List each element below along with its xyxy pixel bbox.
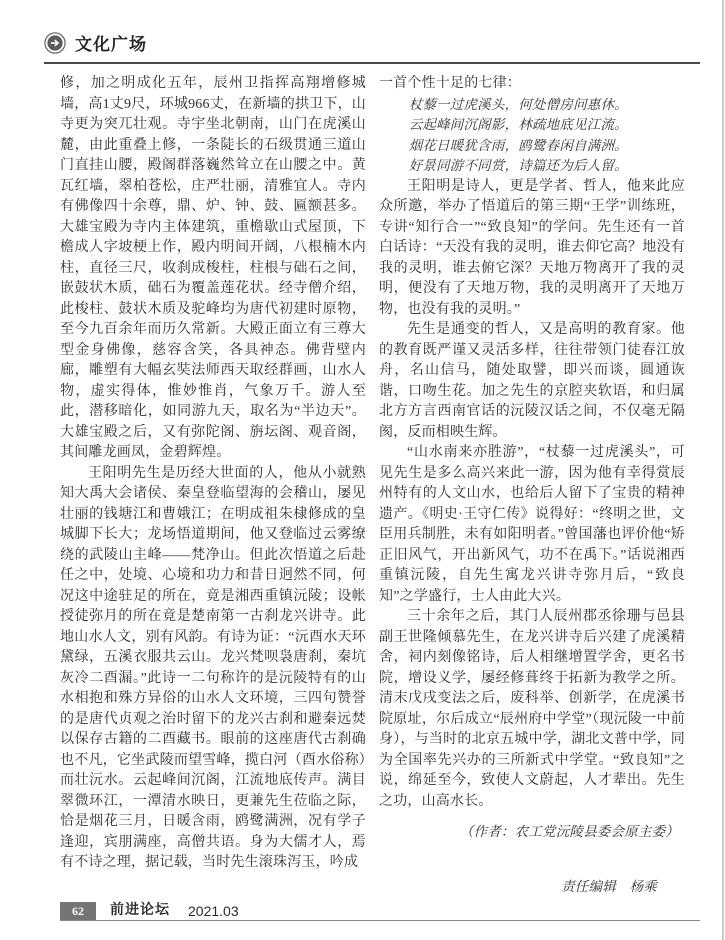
- article-body: [60, 74, 685, 897]
- poem-line: 好景同游不同赏，诗篇还为后人留。: [408, 158, 628, 173]
- page-number: 62: [60, 902, 96, 920]
- paragraph-wang-xue-training: 王阳明是诗人，更是学者、哲人，他来此应众所邀，举办了悟道后的第三期“王学”训练班，专讲“知行合一”“致良知”的学问。先生还有一首白话诗：“天没有我的灵明，谁去仰它高？地没有我的灵明，谁去俯它深？天地万物离开了我的灵明，便没有了天地万物，我的灵明离开了天地万物，也没有我的灵明。”: [379, 178, 685, 317]
- section-header: [44, 30, 700, 64]
- poem-line: 杖藜一过虎溪头，何处僧房问惠休。: [408, 96, 628, 112]
- poem-line: 烟花日暖犹含雨，鸥鹭春闲自满洲。: [408, 137, 628, 153]
- paragraph-poem-lead: 一首个性十足的七律：: [379, 76, 521, 91]
- right-column: [379, 74, 685, 897]
- poem-block: [409, 95, 685, 177]
- journal-name: 前进论坛: [110, 901, 170, 917]
- paragraph-temple-description: 修，加之明成化五年，辰州卫指挥高翔增修城墙，高1丈9尺，环城966丈，在新墙的拱卫下，山寺更为突兀壮观。寺宇坐北朝南，山门在虎溪山麓，由此重叠上修，一条陡长的石级贯通三道山门直挂山腰，殿阁群落巍然耸立在山腰之中。黄瓦红墙，翠柏苍松，庄严壮丽，清雅宜人。寺内有佛像四十余尊，鼎、炉、钟、鼓、匾额甚多。大雄宝殿为寺内主体建筑，重檐歇山式屋顶，下檐成人字坡梗上作，殿内明间开阔，八根楠木内柱，直径三尺，收刹成梭柱，柱根与础石之间，嵌鼓状木质，础石为覆盖莲花状。经寺僧介绍，此梭柱、鼓状木质及驼峰均为唐代初建时原物，至今九百余年而历久常新。大殿正面立有三尊大型金身佛像，慈容含笑，各具神态。佛背壁内廊，雕塑有大幅玄奘法师西天取经群画，山水人物，虚实得体，惟妙惟肖，气象万千。游人至此，潜移暗化，如同游九天，取名为“半边天”。大雄宝殿之后，又有弥陀阁、旃坛阁、观音阁，其间雕龙画凤，金碧辉煌。: [60, 76, 366, 460]
- author-credit: （作者：农工党沅陵县委会原主委）: [459, 824, 679, 839]
- paragraph-legacy: “山水南来亦胜游”，“杖藜一过虎溪头”，可见先生是多么高兴来此一游，因为他有幸得赏辰州特有的人文山水，也给后人留下了宝贵的精神遗产。《明史·王守仁传》说得好：“终明之世，文臣用兵制胜，未有如阳明者。”曾国藩也评价他“矫正旧风气，开出新风气，功不在禹下。”话说湘西重镇沅陵，自先生寓龙兴讲寺弥月后，“致良知”之学盛行，士人由此大兴。: [379, 445, 685, 604]
- page-footer: [60, 899, 700, 921]
- scan-page-edge: [722, 0, 724, 940]
- paragraph-educator: 先生是通变的哲人，又是高明的教育家。他的教育既严谨又灵活多样，往往带领门徒春江放舟，名山信马，随处取譬，即兴而谈，圆通诙谐，口吻生花。加之先生的京腔夹软语，和归属北方方言西南官话的沅陵汉话之间，不仅毫无隔阂，反而相映生辉。: [379, 322, 685, 440]
- paragraph-wang-yangming-journey: 王阳明先生是历经大世面的人，他从小就熟知大禹大会诸侯、秦皇登临望海的会稽山，屡见壮丽的钱塘江和曹娥江；在明成祖朱棣修成的皇城脚下长大；龙场悟道期间，他又登临过云雾缭绕的武陵山主峰——梵净山。但此次悟道之后赴任之中，处境、心境和功力和昔日迥然不同，何况这中途驻足的所在，竟是湘西重镇沅陵；设帐授徒弥月的所在竟是楚南第一古刹龙兴讲寺。此地山水人文，别有风韵。有诗为证：“沅酉水天环黛绿，五溪衣服共云山。龙兴梵呗袅唐刹，秦坑灰冷二酉漏。”此诗一二句称许的是沅陵特有的山水相抱和殊方异俗的山水人文环境，三四句赞誉的是唐代贞观之治时留下的龙兴古刹和避秦远焚以保存古籍的二酉藏书。眼前的这座唐代古刹确也不凡，它坐武陵而望雪峰，揽白河（酉水俗称）而壮沅水。云起峰间沉阁，江流地底传声。满目翠微环江，一潭清水映日，更兼先生莅临之际，恰是烟花三月，日暖含雨，鸥鹭满洲，况有学子逢迎，宾朋满座，高僧共语。身为大儒才人，焉有不诗之理，据记载，当时先生滚珠泻玉，吟成: [60, 465, 366, 870]
- editor-credit: 责任编辑 杨乘: [561, 878, 657, 894]
- section-title: 文化广场: [75, 35, 147, 54]
- paragraph-academy-history: 三十余年之后，其门人辰州郡丞徐珊与邑县副王世隆倾慕先生，在龙兴讲寺后兴建了虎溪精舍，祠内刻像铭诗，后人相继增置学舍，更名书院，增设义学，屡经修葺终于拓新为教学之所。清末戊戌变法之后，废科举、创新学，在虎溪书院原址，尔后成立“辰州府中学堂”（现沅陵一中前身），与当时的北京五城中学，湖北文普中学，同为全国率先兴办的三所新式中学堂。“致良知”之说，绵延至今，致使人文蔚起，人才辈出。先生之功，山高水长。: [379, 609, 685, 809]
- journal-issue: 2021.03: [188, 903, 239, 919]
- poem-line: 云起峰间沉阁影，林疏地底见江流。: [408, 117, 628, 132]
- arrow-right-circle-icon: [44, 32, 66, 54]
- left-column: [60, 74, 366, 897]
